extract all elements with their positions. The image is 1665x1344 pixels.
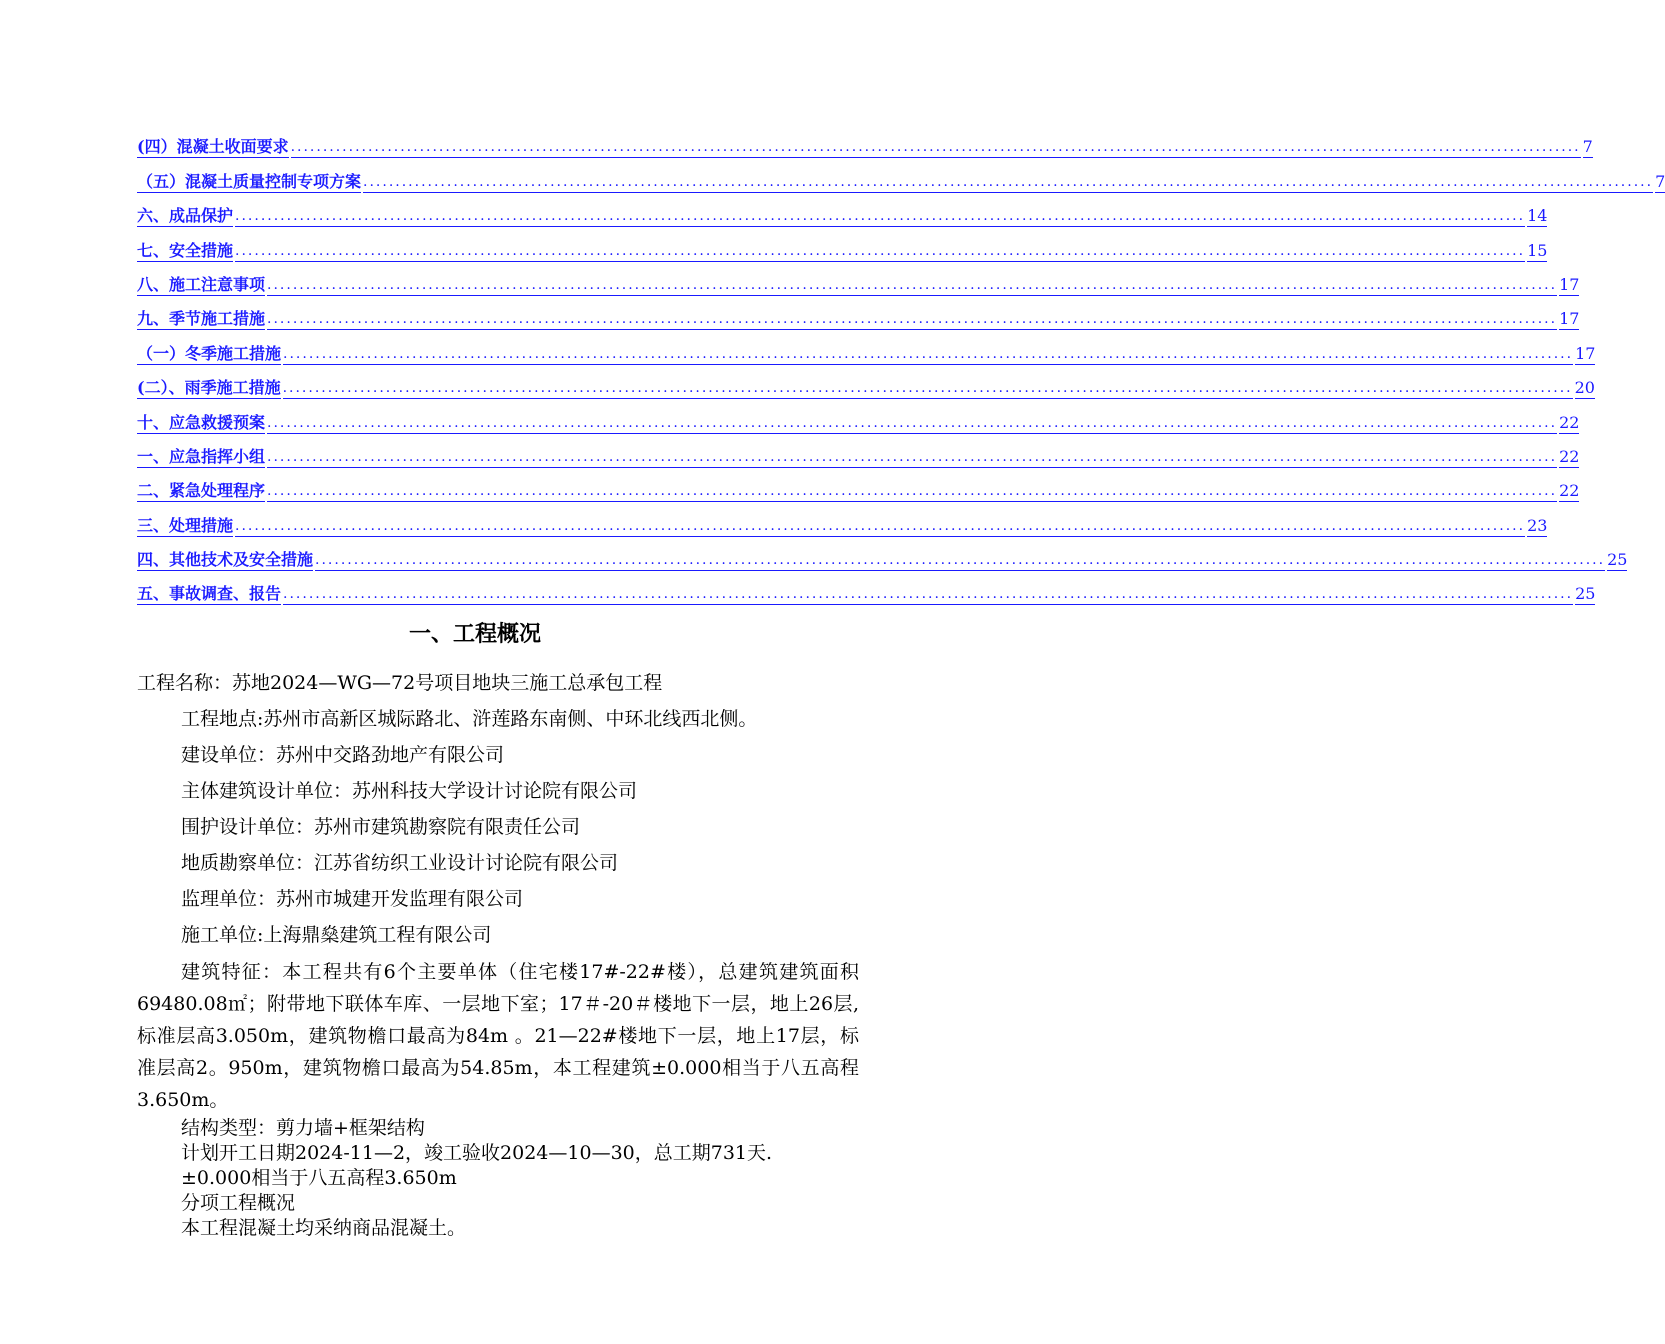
toc-leader-dots: ........................................................................................................................................................................................................ xyxy=(315,550,1605,571)
toc-entry[interactable] xyxy=(137,468,1580,502)
toc-entry-page: 22 xyxy=(1559,446,1580,466)
toc-entry-page: 17 xyxy=(1559,309,1580,329)
building-features: 建筑特征：本工程共有6个主要单体（住宅楼17#-22#楼），总建筑建筑面积69480.08㎡；附带地下联体车库、一层地下室；17＃-20＃楼地下一层，地上26层,标准层高3.050m，建筑物檐口最高为84m 。21—22#楼地下一层，地上17层，标准层高2。950m，建筑物檐口最高为54.85m，本工程建筑±0.000相当于八五高程3.650m。 xyxy=(137,961,859,1111)
project-location: 工程地点:苏州市高新区城际路北、浒莲路东南侧、中环北线西北侧。 xyxy=(181,708,758,730)
elevation-note: ±0.000相当于八五高程3.650m xyxy=(181,1167,457,1189)
toc-entry-page: 17 xyxy=(1575,343,1596,363)
toc-entry[interactable] xyxy=(137,158,1665,192)
construction-unit: 施工单位:上海鼎燊建筑工程有限公司 xyxy=(181,924,492,946)
enclosure-design-unit: 围护设计单位：苏州市建筑勘察院有限责任公司 xyxy=(181,816,581,838)
toc-entry[interactable] xyxy=(137,262,1580,296)
supervision-unit: 监理单位：苏州市城建开发监理有限公司 xyxy=(181,888,524,910)
toc-entry-page: 22 xyxy=(1559,481,1580,501)
section-title: 一、工程概况 xyxy=(408,622,541,647)
toc-entry[interactable] xyxy=(137,399,1580,433)
toc-entry[interactable] xyxy=(137,434,1580,468)
toc-entry-label: 八、施工注意事项 xyxy=(137,274,266,294)
toc-entry-label: 二、紧急处理程序 xyxy=(137,481,266,501)
toc-leader-dots: ........................................................................................................................................................................................................ xyxy=(235,206,1525,227)
subitem-overview: 分项工程概况 xyxy=(181,1192,296,1214)
toc-entry-label: (二）、雨季施工措施 xyxy=(137,378,281,398)
toc-entry-page: 15 xyxy=(1527,240,1548,260)
toc-entry-label: 十、应急救援预案 xyxy=(137,412,266,432)
toc-entry-label: （五）混凝土质量控制专项方案 xyxy=(137,171,362,191)
toc-entry-page: 22 xyxy=(1559,412,1580,432)
toc-entry[interactable] xyxy=(137,537,1628,571)
toc-entry-label: 一、应急指挥小组 xyxy=(137,446,266,466)
toc-entry-page: 25 xyxy=(1575,584,1596,604)
toc-entry-page: 25 xyxy=(1607,550,1628,570)
project-name: 工程名称：苏地2024—WG—72号项目地块三施工总承包工程 xyxy=(137,672,663,694)
toc-entry-page: 23 xyxy=(1527,515,1548,535)
toc-entry[interactable] xyxy=(137,330,1596,364)
toc-entry-label: 五、事故调查、报告 xyxy=(137,584,282,604)
toc-leader-dots: ........................................................................................................................................................................................................ xyxy=(235,516,1525,537)
toc-leader-dots: ........................................................................................................................................................................................................ xyxy=(267,275,1557,296)
toc-entry[interactable] xyxy=(137,502,1548,536)
toc-leader-dots: ........................................................................................................................................................................................................ xyxy=(267,447,1557,468)
toc-leader-dots: ........................................................................................................................................................................................................ xyxy=(283,584,1573,605)
toc-leader-dots: ........................................................................................................................................................................................................ xyxy=(267,309,1557,330)
toc-leader-dots: ........................................................................................................................................................................................................ xyxy=(267,481,1557,502)
toc-leader-dots: ........................................................................................................................................................................................................ xyxy=(283,344,1573,365)
toc-entry-page: 7 xyxy=(1582,137,1593,157)
toc-entry[interactable] xyxy=(137,365,1595,399)
toc-entry[interactable] xyxy=(137,227,1548,261)
toc-entry-label: 七、安全措施 xyxy=(137,240,234,260)
table-of-contents xyxy=(137,124,1665,605)
geology-unit: 地质勘察单位：江苏省纺织工业设计讨论院有限公司 xyxy=(181,852,619,874)
structure-type: 结构类型：剪力墙+框架结构 xyxy=(181,1117,425,1139)
concrete-note: 本工程混凝土均采纳商品混凝土。 xyxy=(181,1217,467,1239)
toc-entry-page: 17 xyxy=(1559,274,1580,294)
design-unit: 主体建筑设计单位：苏州科技大学设计讨论院有限公司 xyxy=(181,780,638,802)
toc-entry-page: 14 xyxy=(1527,206,1548,226)
project-overview xyxy=(137,668,859,1241)
toc-entry[interactable] xyxy=(137,296,1580,330)
schedule: 计划开工日期2024-11—2，竣工验收2024—10—30，总工期731天. xyxy=(181,1142,773,1164)
toc-leader-dots: ........................................................................................................................................................................................................ xyxy=(267,413,1557,434)
toc-entry-page: 7 xyxy=(1655,171,1665,191)
builder-unit: 建设单位：苏州中交路劲地产有限公司 xyxy=(181,744,505,766)
toc-leader-dots: ........................................................................................................................................................................................................ xyxy=(291,137,1581,158)
toc-entry[interactable] xyxy=(137,124,1593,158)
toc-entry-label: （一）冬季施工措施 xyxy=(137,343,282,363)
toc-leader-dots: ........................................................................................................................................................................................................ xyxy=(235,241,1525,262)
toc-entry[interactable] xyxy=(137,571,1596,605)
toc-entry-label: 九、季节施工措施 xyxy=(137,309,266,329)
toc-entry[interactable] xyxy=(137,193,1548,227)
toc-entry-label: 三、处理措施 xyxy=(137,515,234,535)
toc-leader-dots: ........................................................................................................................................................................................................ xyxy=(363,172,1653,193)
toc-entry-label: 四、其他技术及安全措施 xyxy=(137,550,314,570)
toc-entry-label: (四）混凝土收面要求 xyxy=(137,137,289,157)
toc-leader-dots: ........................................................................................................................................................................................................ xyxy=(283,378,1573,399)
toc-entry-label: 六、成品保护 xyxy=(137,206,234,226)
toc-entry-page: 20 xyxy=(1574,378,1595,398)
